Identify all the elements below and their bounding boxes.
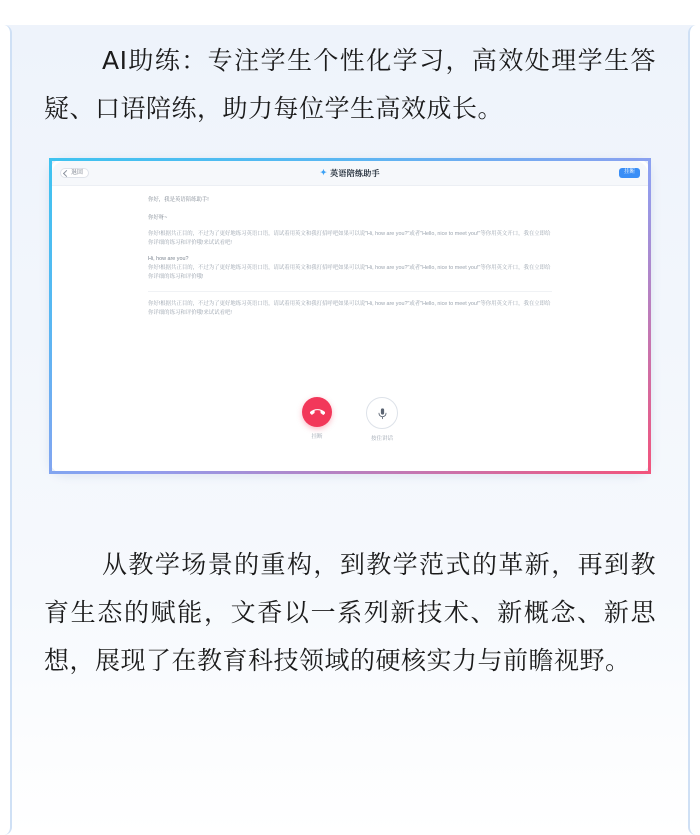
chat-message: [148, 196, 552, 223]
paragraph-summary: 从教学场景的重构，到教学范式的革新，再到教育生态的赋能，文香以一系列新技术、新概念、新思想，展现了在教育科技领域的硬核实力与前瞻视野。: [44, 550, 656, 675]
chat-message: [148, 255, 552, 282]
hangup-control[interactable]: [302, 397, 332, 440]
chat-message: [148, 300, 552, 318]
hangup-chip-label: 挂断: [623, 169, 635, 176]
device-mockup: [49, 158, 651, 474]
chat-message: [148, 230, 552, 248]
chat-divider: [148, 291, 552, 292]
mic-label: 按住讲话: [370, 436, 393, 442]
back-button-label: 退回: [71, 170, 84, 176]
chat-message-spacer: [148, 205, 552, 214]
device-mockup-wrap: [44, 158, 656, 474]
chat-message-line: 你好!根据共正目的，不过为了更好地练习英语口语，请试着用英文和我打招呼吧如果可以说"Hi, how are you?"或者"Hello, nice to meet you!"等你用英文开口，我在立即给你详细的练习和评价哦!来试试看吧!: [148, 231, 551, 246]
microphone-icon[interactable]: [366, 397, 398, 429]
mic-control[interactable]: [366, 397, 398, 442]
article-content: [0, 25, 700, 685]
article-page: [0, 25, 700, 835]
paragraph-ai-coach: AI助练：专注学生个性化学习，高效处理学生答疑、口语陪练，助力每位学生高效成长。: [44, 46, 656, 123]
app-header: [52, 161, 648, 186]
app-title: [52, 168, 648, 179]
chat-message-line: 你好呀~: [148, 215, 168, 221]
app-title-label: 英语陪练助手: [330, 168, 380, 178]
app-screen: [52, 161, 648, 471]
call-controls: [52, 391, 648, 471]
chat-transcript[interactable]: [52, 186, 648, 391]
hangup-label: 挂断: [311, 434, 323, 440]
chat-message-line: 你好!根据共正目的，不过为了更好地练习英语口语，请试着用英文和我打招呼吧如果可以说"Hi, how are you?"或者"Hello, nice to meet you!"等你用英文开口，我在立即给你详细的练习和评价哦!: [148, 265, 551, 280]
sparkle-icon: ✦: [320, 168, 328, 177]
chat-message-line: 你好，我是英语陪练助手!: [148, 197, 209, 203]
phone-hangup-icon[interactable]: [302, 397, 332, 427]
chat-message-line: 你好!根据共正目的，不过为了更好地练习英语口语，请试着用英文和我打招呼吧如果可以说"Hi, how are you?"或者"Hello, nice to meet you!"等你用英文开口，我在立即给你详细的练习和评价哦!来试试看吧!: [148, 301, 551, 316]
chat-message-line: Hi, how are you?: [148, 256, 189, 262]
